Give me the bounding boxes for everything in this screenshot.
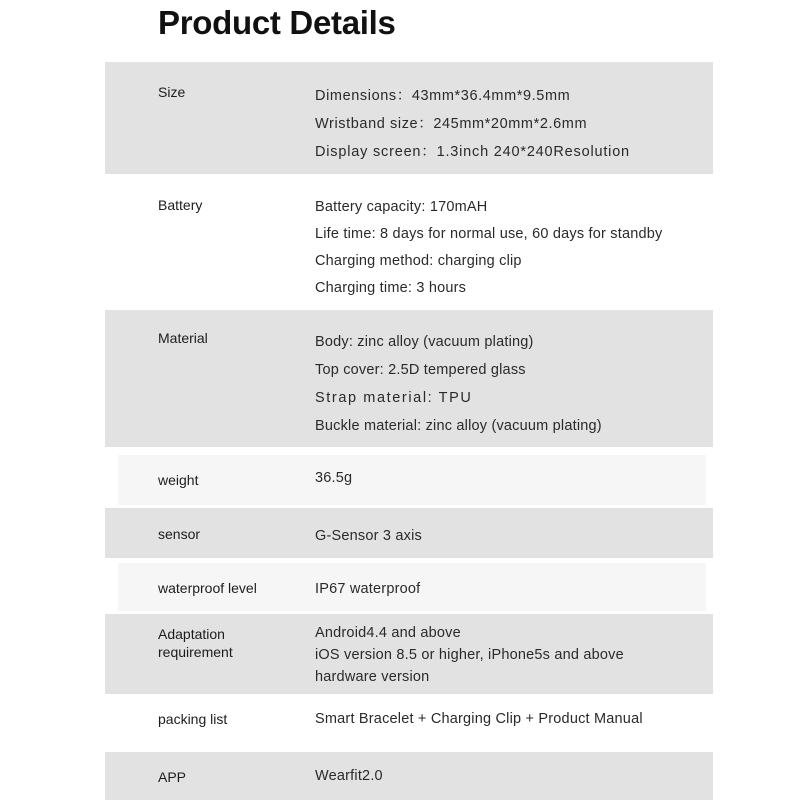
spec-value: Wristband size：245mm*20mm*2.6mm — [315, 116, 588, 132]
spec-value: Smart Bracelet + Charging Clip + Product Manual — [315, 711, 643, 727]
spec-label: packing list — [158, 711, 228, 727]
spec-values — [315, 527, 422, 545]
spec-row-battery — [105, 176, 713, 308]
spec-value: Body: zinc alloy (vacuum plating) — [315, 334, 534, 350]
spec-row-weight — [118, 455, 706, 505]
spec-values — [315, 710, 643, 728]
spec-value: Strap material: TPU — [315, 390, 473, 406]
spec-value: iOS version 8.5 or higher, iPhone5s and above — [315, 647, 624, 663]
spec-values — [315, 469, 352, 487]
spec-value: Display screen：1.3inch 240*240Resolution — [315, 144, 630, 160]
spec-value: hardware version — [315, 669, 430, 685]
spec-value: Charging time: 3 hours — [315, 280, 467, 296]
spec-row-waterproof — [118, 563, 706, 611]
spec-label: sensor — [158, 526, 201, 542]
spec-row-app — [105, 752, 713, 800]
spec-value: Dimensions：43mm*36.4mm*9.5mm — [315, 88, 571, 104]
spec-value: Wearfit2.0 — [315, 768, 383, 784]
page-title: Product Details — [158, 4, 396, 41]
spec-row-packing-list — [105, 697, 713, 749]
spec-value: Battery capacity: 170mAH — [315, 199, 488, 215]
spec-values — [315, 767, 383, 785]
spec-label: Battery — [158, 197, 203, 213]
spec-value: G-Sensor 3 axis — [315, 528, 422, 544]
spec-value: 36.5g — [315, 470, 353, 486]
spec-value: IP67 waterproof — [315, 581, 421, 597]
spec-row-size — [105, 62, 713, 174]
spec-value: Android4.4 and above — [315, 625, 461, 641]
spec-values — [315, 82, 630, 166]
spec-value: Buckle material: zinc alloy (vacuum plating) — [315, 418, 602, 434]
spec-row-sensor — [105, 508, 713, 558]
spec-values — [315, 580, 420, 598]
spec-value: Life time: 8 days for normal use, 60 days for standby — [315, 226, 663, 242]
spec-label: Material — [158, 330, 208, 346]
spec-values — [315, 622, 624, 688]
spec-label: waterproof level — [158, 580, 257, 596]
spec-value: Charging method: charging clip — [315, 253, 522, 269]
spec-values — [315, 328, 602, 440]
spec-label: Adaptation requirement — [158, 626, 233, 660]
spec-label: weight — [158, 472, 199, 488]
spec-row-material — [105, 310, 713, 447]
spec-row-adaptation — [105, 614, 713, 694]
spec-values — [315, 194, 663, 302]
spec-label: APP — [158, 769, 187, 785]
spec-label: Size — [158, 84, 186, 100]
spec-value: Top cover: 2.5D tempered glass — [315, 362, 526, 378]
